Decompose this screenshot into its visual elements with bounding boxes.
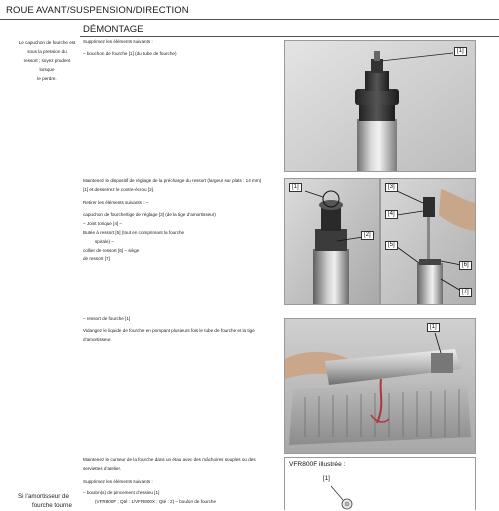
step3-text [83, 315, 255, 344]
step1-text [83, 38, 176, 59]
step2-text [83, 177, 261, 264]
fig3-callout-4: [4] [385, 210, 398, 219]
side-note-line: le perdre. [37, 76, 57, 81]
illustration-callout-1: [1] [323, 475, 330, 482]
adjuster-locknut-photo-image [285, 179, 379, 304]
step-line: Maintenez le curseur de la fourche dans un étau avec des mâchoires souples ou des [83, 457, 256, 462]
step-line: [1] et desserrez le contre-écrou [2]. [83, 186, 155, 192]
illustration-title: VFR800F illustrée : [289, 461, 346, 468]
fig2-callout-1: [1] [289, 183, 302, 192]
fig3-callout-7: [7] [459, 288, 472, 297]
step4-text [83, 456, 256, 507]
step-line: d’amortisseur. [83, 336, 112, 342]
side-note-shock-absorber [18, 491, 78, 511]
fig3-callout-6: [6] [459, 261, 472, 270]
step-line: Supprimez les éléments suivants : [83, 39, 153, 44]
fig1-callout-1: [1] [454, 47, 467, 56]
side-note-cap-warning [18, 38, 76, 83]
step-line: Retirer les éléments suivants : – [83, 199, 149, 205]
step-line: – ressort de fourche [1] [83, 316, 131, 321]
section-divider [80, 36, 499, 37]
step-line: collier de ressort [6] – siège [83, 247, 140, 253]
axle-pinch-bolt-drawing [285, 458, 475, 510]
step-line: capuchon de fourche/tige de réglage [3] (de la tige d’amortisseur) [83, 212, 216, 218]
fork-oil-draining-photo-image [285, 319, 475, 453]
step-line: – bouchon de fourche [1] (du tube de fourche) [83, 50, 177, 56]
step-line: de ressort [7] [83, 256, 110, 262]
adjuster-locknut-photo [284, 178, 380, 305]
side-note-line: Si l’amortisseur de [18, 493, 69, 500]
side-note-line: Le capuchon de fourche est [18, 40, 76, 45]
vfr800f-illustration [284, 457, 476, 510]
fork-oil-draining-photo [284, 318, 476, 454]
step-line: – Joint torique [4] – [83, 221, 123, 227]
step-line: Butée à ressort [5] (tout en comprimant la fourche [83, 229, 185, 235]
adjuster-rod-removal-photo [380, 178, 476, 305]
fig3-callout-3: [3] [385, 183, 398, 192]
fig2-callout-2: [2] [361, 231, 374, 240]
side-note-line: ressort ; soyez prudent lorsque [23, 58, 71, 72]
fork-cap-photo-image [285, 41, 475, 171]
step-line: Maintenez le dispositif de réglage de la précharge du ressort (largeur sur plats : 14 mm) [83, 178, 262, 183]
side-note-line: sous la pression du [27, 49, 67, 54]
fork-cap-photo [284, 40, 476, 172]
side-note-line: fourche tourne [32, 502, 72, 509]
fig3-callout-5: [5] [385, 241, 398, 250]
section-title: DÉMONTAGE [83, 24, 144, 35]
step-line: Vidangez le liquide de fourche en pompant plusieurs fois le tube de fourche et la tige [83, 327, 255, 333]
step-line: – boulon(s) de pincement d’essieu [1] [83, 490, 160, 496]
page-header-title: ROUE AVANT/SUSPENSION/DIRECTION [6, 5, 189, 16]
header-divider [0, 19, 499, 20]
step-line: Supprimez les éléments suivants : [83, 478, 153, 484]
step-line: (VFR800F ; Qté : 1/VFR800X ; Qté : 2) – boulon de fourche [95, 499, 217, 505]
step-line: serviettes d’atelier. [83, 465, 122, 471]
step-line: spirale) – [95, 238, 114, 244]
fig4-callout-1: [1] [427, 323, 440, 332]
